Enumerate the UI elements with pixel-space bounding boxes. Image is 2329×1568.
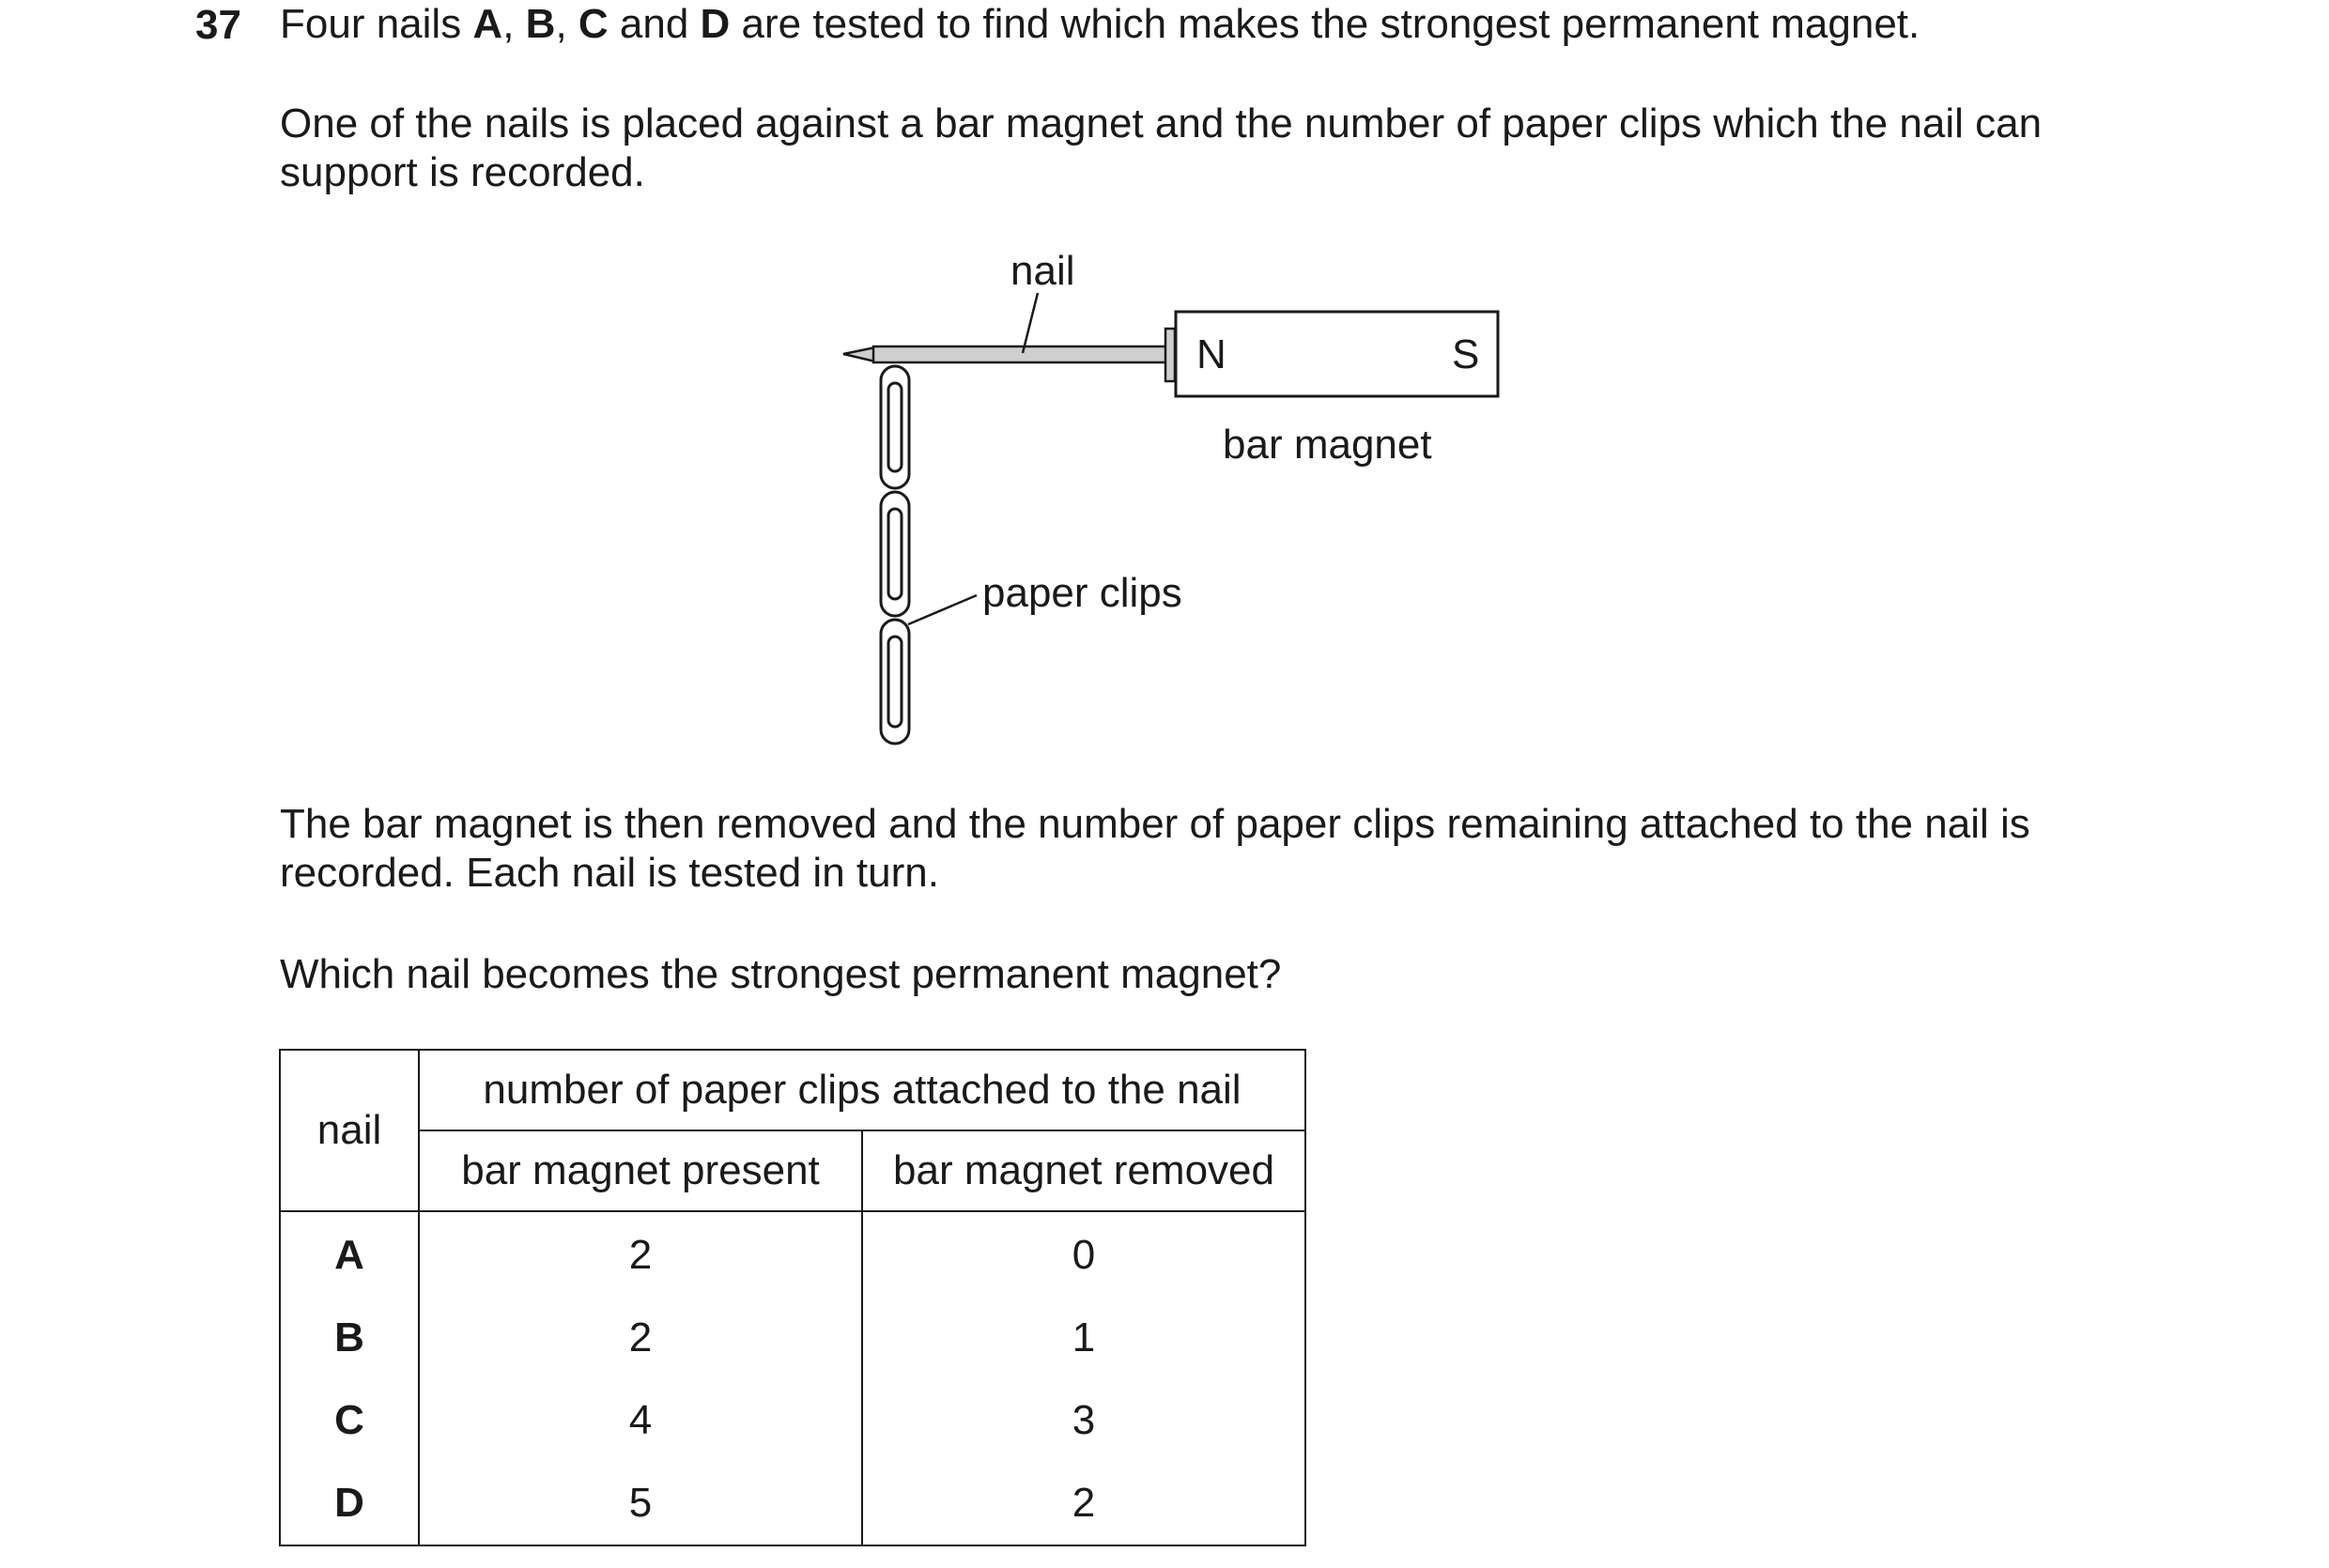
clips-group-header: number of paper clips attached to the nail bbox=[419, 1050, 1305, 1130]
row-present-value: 5 bbox=[419, 1462, 862, 1545]
question-prompt: Which nail becomes the strongest permanent magnet? bbox=[280, 951, 1282, 997]
experiment-diagram bbox=[0, 0, 2329, 770]
clips-pointer-line bbox=[908, 595, 977, 624]
nail-point bbox=[843, 347, 875, 361]
nail-head bbox=[1165, 329, 1175, 381]
row-nail-label: D bbox=[280, 1462, 419, 1545]
results-table bbox=[279, 1049, 1306, 1546]
row-nail-label: A bbox=[280, 1211, 419, 1297]
nail-column-header: nail bbox=[280, 1050, 419, 1211]
row-present-value: 2 bbox=[419, 1297, 862, 1379]
magnet-removed-header: bar magnet removed bbox=[862, 1130, 1305, 1211]
paper-clip bbox=[881, 492, 909, 616]
row-removed-value: 1 bbox=[862, 1297, 1305, 1379]
setup-text: One of the nails is placed against a bar magnet and the number of paper clips which the nail can support is recorded. bbox=[280, 100, 2043, 195]
question-number: 37 bbox=[195, 2, 241, 48]
row-removed-value: 2 bbox=[862, 1462, 1305, 1545]
row-nail-label: C bbox=[280, 1379, 419, 1462]
procedure-text: The bar magnet is then removed and the number of paper clips remaining attached to the nail is recorded. Each nail is tested in turn. bbox=[280, 801, 2030, 896]
intro-text: and bbox=[608, 1, 701, 47]
row-present-value: 2 bbox=[419, 1211, 862, 1297]
intro-text: , bbox=[555, 1, 578, 47]
row-nail-label: B bbox=[280, 1297, 419, 1379]
nail-b-ref: B bbox=[525, 1, 556, 47]
magnet-present-header: bar magnet present bbox=[419, 1130, 862, 1211]
table-row bbox=[280, 1462, 1305, 1545]
table-header-row bbox=[280, 1050, 1305, 1130]
intro-text: Four nails bbox=[280, 1, 473, 47]
nail-a-ref: A bbox=[472, 1, 503, 47]
paper-clip bbox=[881, 366, 909, 488]
nail-pointer-line bbox=[1023, 293, 1038, 353]
row-present-value: 4 bbox=[419, 1379, 862, 1462]
nail-c-ref: C bbox=[578, 1, 609, 47]
paper-clip bbox=[881, 620, 909, 744]
nail-label: nail bbox=[1010, 248, 1075, 294]
intro-text: , bbox=[502, 1, 526, 47]
table-row bbox=[280, 1297, 1305, 1379]
south-pole-label: S bbox=[1452, 331, 1480, 377]
paper-clips-label: paper clips bbox=[982, 570, 1182, 616]
north-pole-label: N bbox=[1196, 331, 1226, 377]
bar-magnet-label: bar magnet bbox=[1223, 422, 1432, 468]
row-removed-value: 0 bbox=[862, 1211, 1305, 1297]
nail-shaft bbox=[873, 346, 1166, 362]
nail-d-ref: D bbox=[700, 1, 731, 47]
table-row bbox=[280, 1379, 1305, 1462]
table-row bbox=[280, 1211, 1305, 1297]
row-removed-value: 3 bbox=[862, 1379, 1305, 1462]
intro-text: are tested to find which makes the strongest permanent magnet. bbox=[730, 1, 1920, 47]
table-subheader-row bbox=[280, 1130, 1305, 1211]
